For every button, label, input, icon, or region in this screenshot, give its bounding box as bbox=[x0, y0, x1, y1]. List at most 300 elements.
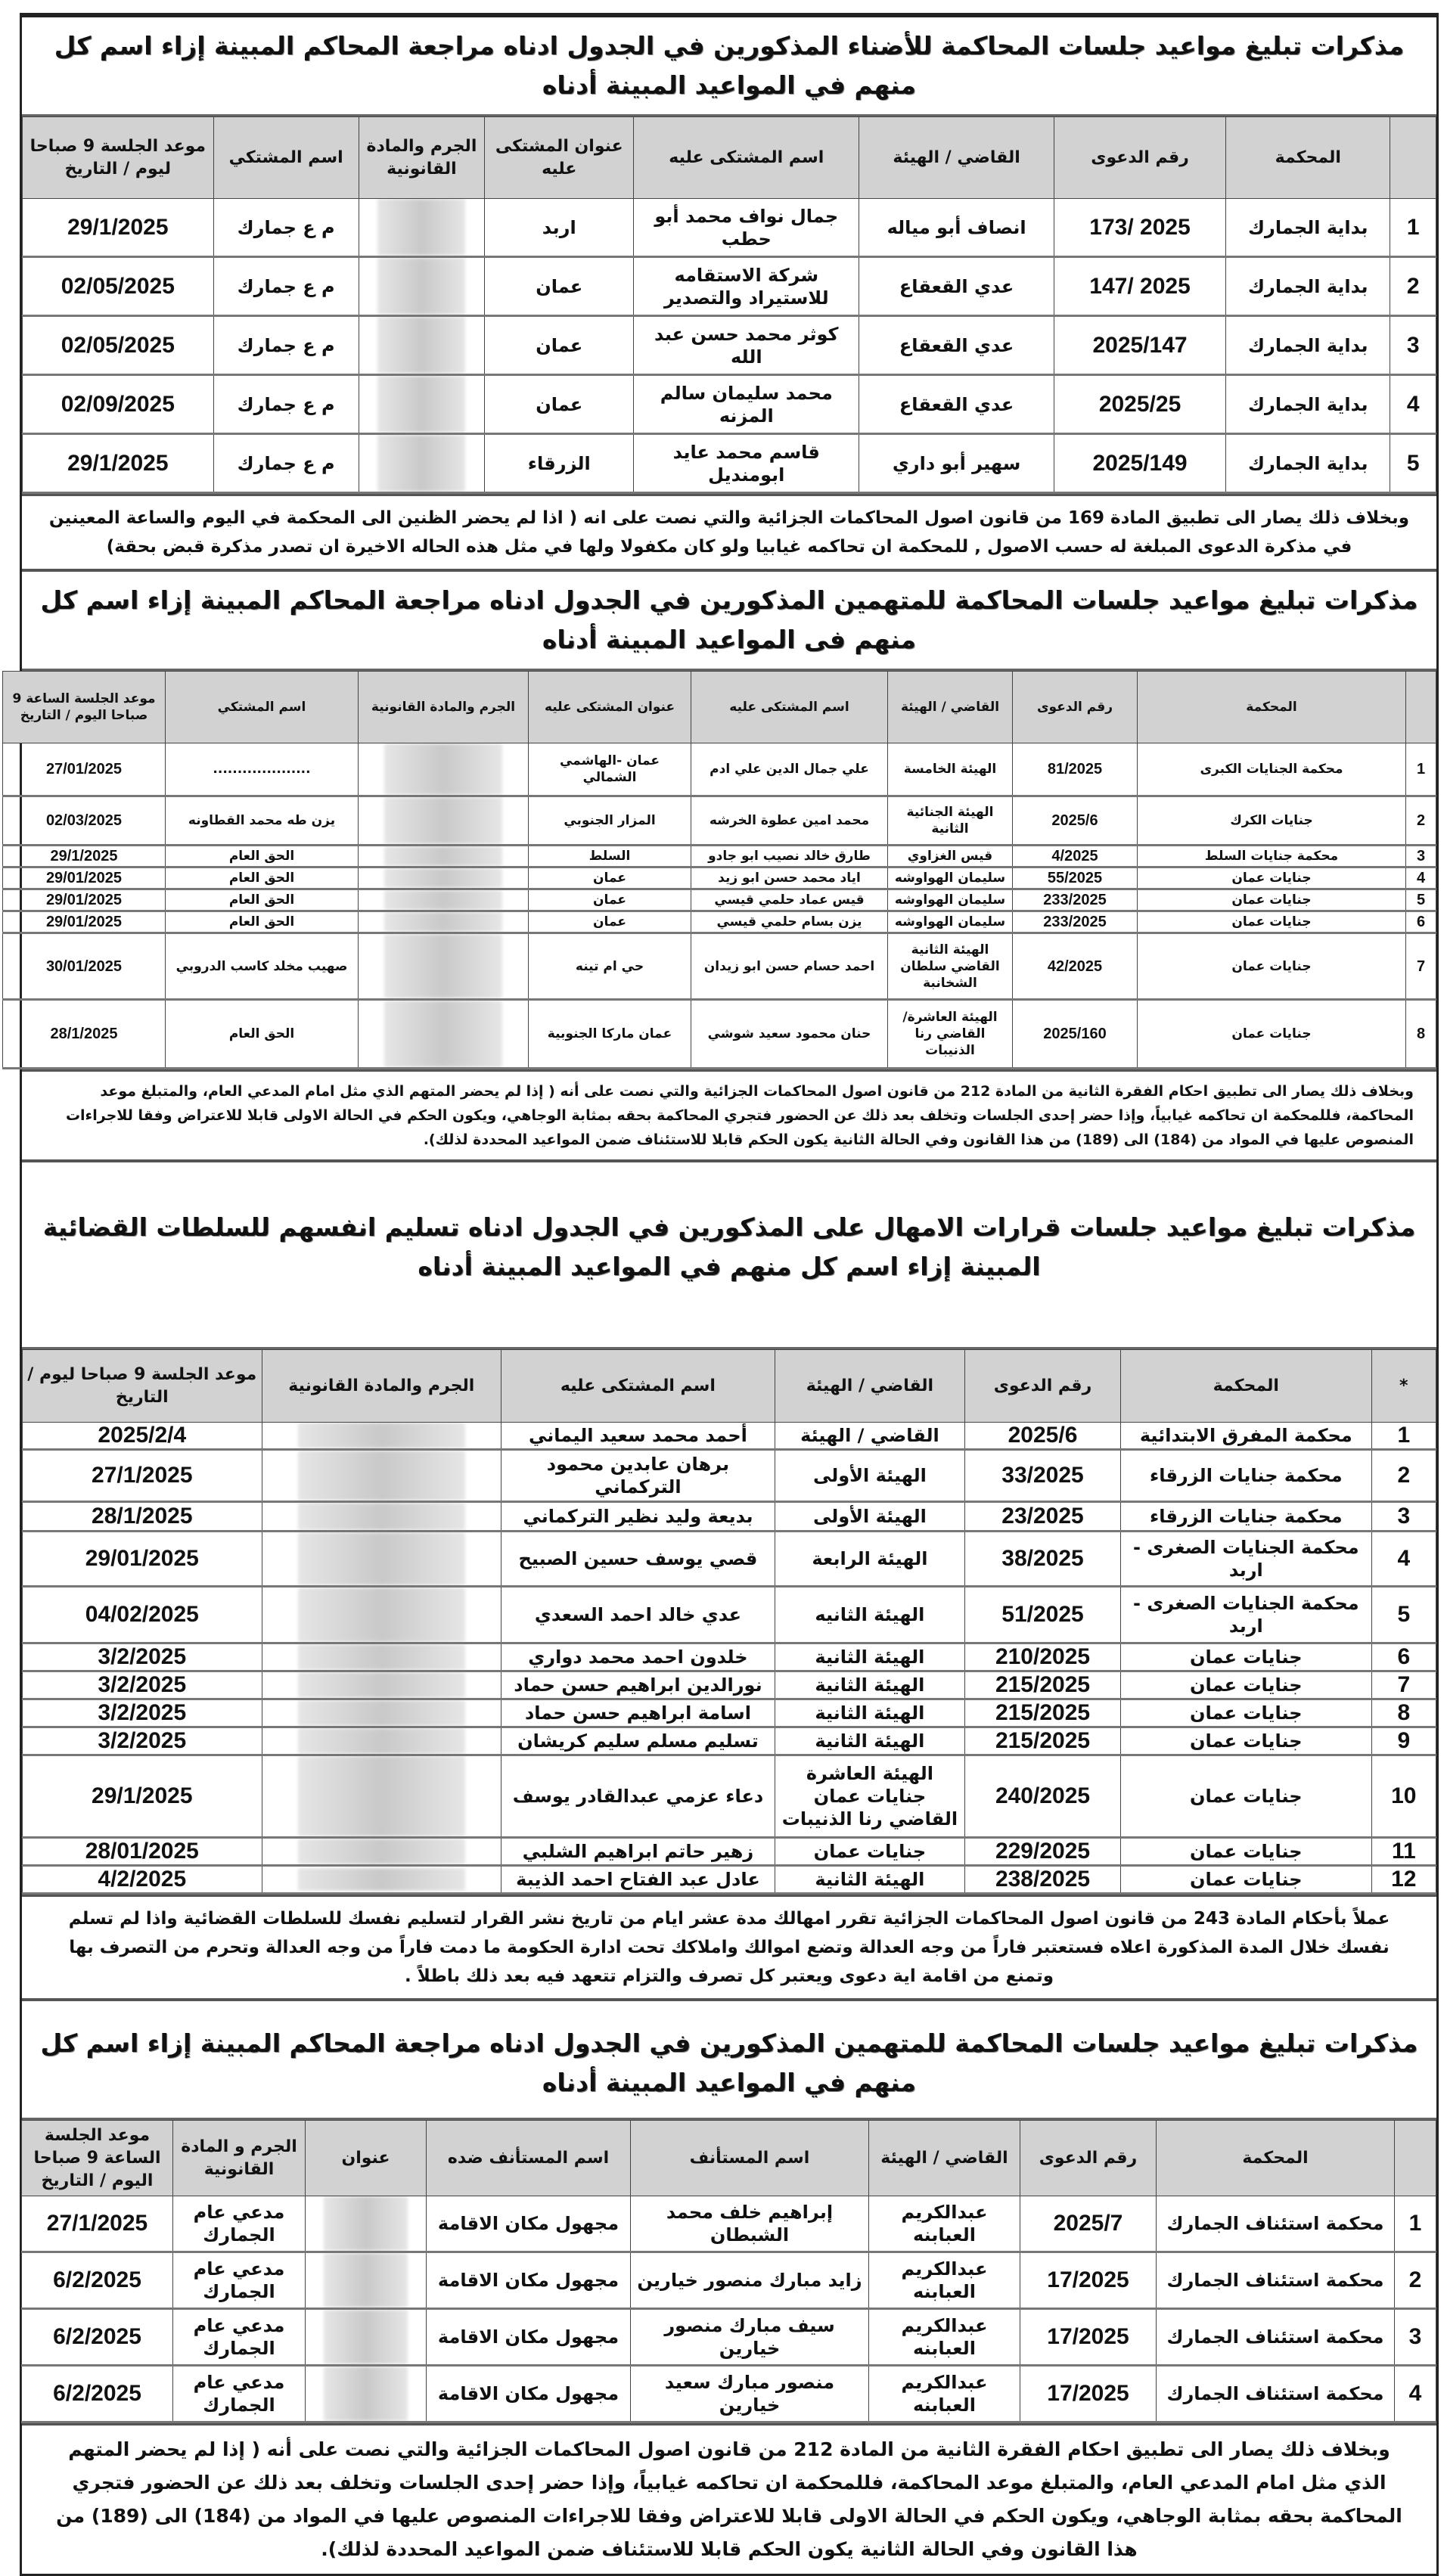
blurred-redaction bbox=[298, 1700, 465, 1726]
cell-row-number: 4 bbox=[1406, 867, 1436, 889]
cell-row-number: 2 bbox=[1371, 1450, 1436, 1502]
cell-complainant: مدعي عام الجمارك bbox=[173, 2366, 306, 2422]
cell-court: محكمة جنايات السلط bbox=[1138, 846, 1406, 867]
cell-defendant-name: محمد امين عطوة الخرشه bbox=[691, 796, 888, 846]
redacted-cell bbox=[262, 1423, 501, 1450]
cell-session-date: 29/01/2025 bbox=[3, 911, 166, 933]
cell-row-number: 5 bbox=[1390, 434, 1436, 493]
column-header: رقم الدعوى bbox=[1020, 2121, 1157, 2196]
column-header: المحكمة bbox=[1121, 1350, 1372, 1423]
blurred-redaction bbox=[298, 1839, 465, 1864]
cell-defendant-name: زايد مبارك منصور خيارين bbox=[631, 2252, 869, 2309]
cell-judge-panel: عدي القعقاع bbox=[859, 375, 1054, 434]
header-row bbox=[23, 1350, 1436, 1423]
blurred-redaction bbox=[384, 743, 503, 795]
cell-judge-panel: الهيئة الأولى bbox=[775, 1502, 964, 1532]
cell-case-number: 215/2025 bbox=[965, 1699, 1121, 1727]
cell-row-number: 7 bbox=[1371, 1671, 1436, 1699]
blurred-redaction bbox=[384, 890, 503, 910]
cell-case-number: 2025/7 bbox=[1020, 2196, 1157, 2252]
cell-address: حي ام تينه bbox=[529, 933, 691, 1000]
cell-row-number: 7 bbox=[1406, 933, 1436, 1000]
cell-session-date: 28/1/2025 bbox=[3, 1000, 166, 1069]
cell-row-number: 2 bbox=[1406, 796, 1436, 846]
column-header: الجرم والمادة القانونية bbox=[262, 1350, 501, 1423]
column-header: اسم المشتكي bbox=[213, 117, 359, 199]
cell-case-number: 33/2025 bbox=[965, 1450, 1121, 1502]
cell-case-number: 233/2025 bbox=[1013, 889, 1138, 911]
cell-court: محكمة استئناف الجمارك bbox=[1157, 2366, 1395, 2422]
column-header: الجرم والمادة القانونية bbox=[359, 672, 529, 743]
cell-court: جنايات عمان bbox=[1138, 933, 1406, 1000]
redacted-cell bbox=[306, 2309, 427, 2366]
table-row bbox=[23, 1866, 1436, 1894]
redacted-cell bbox=[359, 257, 485, 316]
table-row bbox=[3, 933, 1436, 1000]
table-row bbox=[23, 1699, 1436, 1727]
column-header bbox=[1406, 672, 1436, 743]
cell-complainant: الحق العام bbox=[166, 889, 359, 911]
cell-court: جنايات عمان bbox=[1121, 1838, 1372, 1866]
cell-charge: 3/2/2025 bbox=[23, 1699, 262, 1727]
cell-judge-panel: جنايات عمان bbox=[775, 1838, 964, 1866]
cell-case-number: 173/ 2025 bbox=[1054, 199, 1225, 257]
cell-defendant-name: طارق خالد نصيب ابو جادو bbox=[691, 846, 888, 867]
blurred-redaction bbox=[384, 868, 503, 888]
column-header: المحكمة bbox=[1138, 672, 1406, 743]
cell-address: الزرقاء bbox=[485, 434, 634, 493]
redacted-cell bbox=[262, 1643, 501, 1671]
cell-court: جنايات عمان bbox=[1121, 1755, 1372, 1838]
redacted-cell bbox=[262, 1587, 501, 1643]
redacted-cell bbox=[359, 889, 529, 911]
cell-judge-panel: الهيئة الثانيه bbox=[775, 1587, 964, 1643]
table-row bbox=[23, 1502, 1436, 1532]
cell-case-number: 2025/6 bbox=[965, 1423, 1121, 1450]
blurred-redaction bbox=[298, 1532, 465, 1585]
cell-row-number: 4 bbox=[1371, 1532, 1436, 1587]
cell-session-date: 02/05/2025 bbox=[23, 257, 214, 316]
cell-session-date: 02/05/2025 bbox=[23, 316, 214, 375]
blurred-redaction bbox=[384, 846, 503, 866]
redacted-cell bbox=[262, 1755, 501, 1838]
table-row bbox=[23, 1532, 1436, 1587]
table-row bbox=[23, 199, 1436, 257]
cell-address: عمان bbox=[485, 316, 634, 375]
cell-defendant-name: خلدون احمد محمد دواري bbox=[501, 1643, 775, 1671]
cell-court: جنايات عمان bbox=[1121, 1671, 1372, 1699]
blurred-redaction bbox=[384, 1001, 503, 1067]
cell-court: محكمة المفرق الابتدائية bbox=[1121, 1423, 1372, 1450]
redacted-cell bbox=[359, 846, 529, 867]
cell-address: عمان bbox=[485, 257, 634, 316]
cell-session-date: 27/01/2025 bbox=[3, 743, 166, 796]
cell-judge-panel: الهيئة الثانية bbox=[775, 1727, 964, 1755]
blurred-redaction bbox=[298, 1503, 465, 1530]
cell-row-number: 2 bbox=[1395, 2252, 1436, 2309]
blurred-redaction bbox=[324, 2310, 408, 2364]
column-header: المحكمة bbox=[1157, 2121, 1395, 2196]
table-row bbox=[23, 375, 1436, 434]
cell-judge-panel: عبدالكريم العبابنه bbox=[869, 2309, 1020, 2366]
redacted-cell bbox=[359, 316, 485, 375]
table-row bbox=[3, 889, 1436, 911]
cell-address: مجهول مكان الاقامة bbox=[427, 2366, 631, 2422]
cell-case-number: 2025/160 bbox=[1013, 1000, 1138, 1069]
cell-court: جنايات الكرك bbox=[1138, 796, 1406, 846]
header-row bbox=[22, 2121, 1436, 2196]
cell-complainant: الحق العام bbox=[166, 1000, 359, 1069]
cell-judge-panel: القاضي / الهيئة bbox=[775, 1423, 964, 1450]
court-notices-page bbox=[12, 13, 1439, 2576]
blurred-redaction bbox=[377, 199, 465, 256]
cell-address: عمان ماركا الجنوبية bbox=[529, 1000, 691, 1069]
blurred-redaction bbox=[384, 797, 503, 844]
table-row bbox=[3, 743, 1436, 796]
redacted-cell bbox=[262, 1502, 501, 1532]
cell-session-date: 29/01/2025 bbox=[3, 889, 166, 911]
cell-complainant: مدعي عام الجمارك bbox=[173, 2252, 306, 2309]
cell-complainant: مدعي عام الجمارك bbox=[173, 2196, 306, 2252]
redacted-cell bbox=[306, 2366, 427, 2422]
redacted-cell bbox=[306, 2252, 427, 2309]
blurred-redaction bbox=[384, 934, 503, 998]
cell-case-number: 2025/147 bbox=[1054, 316, 1225, 375]
cell-case-number: 17/2025 bbox=[1020, 2252, 1157, 2309]
column-header: عنوان bbox=[306, 2121, 427, 2196]
cell-charge: 3/2/2025 bbox=[23, 1727, 262, 1755]
table-row bbox=[23, 1423, 1436, 1450]
redacted-cell bbox=[359, 867, 529, 889]
cell-address: مجهول مكان الاقامة bbox=[427, 2252, 631, 2309]
cell-address: عمان bbox=[529, 889, 691, 911]
column-header: عنوان المشتكى عليه bbox=[529, 672, 691, 743]
cell-defendant-name: عادل عبد الفتاح احمد الذيبة bbox=[501, 1866, 775, 1894]
cell-defendant-name: قيس عماد حلمي قيسي bbox=[691, 889, 888, 911]
cell-court: بداية الجمارك bbox=[1226, 375, 1390, 434]
cell-judge-panel: الهيئة العاشرة/القاضي رنا الذنيبات bbox=[888, 1000, 1013, 1069]
cell-complainant: م ع جمارك bbox=[213, 199, 359, 257]
cell-session-date: 29/1/2025 bbox=[23, 434, 214, 493]
column-header: رقم الدعوى bbox=[965, 1350, 1121, 1423]
table-row bbox=[23, 1587, 1436, 1643]
cell-session-date: 29/01/2025 bbox=[3, 867, 166, 889]
cell-address: عمان bbox=[529, 911, 691, 933]
cell-row-number: 5 bbox=[1371, 1587, 1436, 1643]
cell-judge-panel: عبدالكريم العبابنه bbox=[869, 2366, 1020, 2422]
column-header: * bbox=[1371, 1350, 1436, 1423]
cell-row-number: 4 bbox=[1390, 375, 1436, 434]
redacted-cell bbox=[359, 375, 485, 434]
cell-judge-panel: الهيئة الثانية bbox=[775, 1699, 964, 1727]
cell-case-number: 23/2025 bbox=[965, 1502, 1121, 1532]
blurred-redaction bbox=[298, 1451, 465, 1501]
redacted-cell bbox=[359, 933, 529, 1000]
blurred-redaction bbox=[298, 1423, 465, 1448]
cell-judge-panel: عدي القعقاع bbox=[859, 257, 1054, 316]
column-header: المحكمة bbox=[1226, 117, 1390, 199]
cell-defendant-name: دعاء عزمي عبدالقادر يوسف bbox=[501, 1755, 775, 1838]
notices-table bbox=[22, 116, 1436, 494]
cell-defendant-name: اياد محمد حسن ابو زيد bbox=[691, 867, 888, 889]
cell-defendant-name: بديعة وليد نظير التركماني bbox=[501, 1502, 775, 1532]
blurred-redaction bbox=[324, 2367, 408, 2421]
cell-charge: 27/1/2025 bbox=[23, 1450, 262, 1502]
cell-defendant-name: تسليم مسلم سليم كريشان bbox=[501, 1727, 775, 1755]
column-header bbox=[1395, 2121, 1436, 2196]
column-header: الجرم والمادة القانونية bbox=[359, 117, 485, 199]
cell-row-number: 2 bbox=[1390, 257, 1436, 316]
cell-row-number: 9 bbox=[1371, 1727, 1436, 1755]
table-row bbox=[23, 434, 1436, 493]
section-title: مذكرات تبليغ مواعيد جلسات المحاكمة للمتهمين المذكورين في الجدول ادناه مراجعة المحاكم المبينة إزاء اسم كل منهم فى المواعيد المبينة أدناه bbox=[22, 572, 1436, 671]
cell-judge-panel: الهيئة الثانية bbox=[775, 1671, 964, 1699]
cell-defendant-name: سيف مبارك منصور خيارين bbox=[631, 2309, 869, 2366]
blurred-redaction bbox=[298, 1868, 465, 1891]
cell-charge: 28/01/2025 bbox=[23, 1838, 262, 1866]
cell-judge-panel: الهيئة الثانية القاضي سلطان الشخانبة bbox=[888, 933, 1013, 1000]
header-row bbox=[3, 672, 1436, 743]
cell-court: جنايات عمان bbox=[1121, 1727, 1372, 1755]
section-defendants-customs bbox=[22, 17, 1436, 572]
cell-charge: 04/02/2025 bbox=[23, 1587, 262, 1643]
cell-session-date: 30/01/2025 bbox=[3, 933, 166, 1000]
cell-row-number: 10 bbox=[1371, 1755, 1436, 1838]
cell-address: عمان bbox=[529, 867, 691, 889]
redacted-cell bbox=[262, 1699, 501, 1727]
cell-defendant-name: اسامة ابراهيم حسن حماد bbox=[501, 1699, 775, 1727]
cell-row-number: 8 bbox=[1371, 1699, 1436, 1727]
cell-judge-panel: قيس الغزاوي bbox=[888, 846, 1013, 867]
cell-defendant-name: علي جمال الدين علي ادم bbox=[691, 743, 888, 796]
redacted-cell bbox=[359, 911, 529, 933]
cell-defendant-name: قاسم محمد عايد ابومنديل bbox=[634, 434, 859, 493]
cell-row-number: 5 bbox=[1406, 889, 1436, 911]
blurred-redaction bbox=[377, 376, 465, 433]
column-header: موعد الجلسة 9 صباحا ليوم / التاريخ bbox=[23, 1350, 262, 1423]
redacted-cell bbox=[262, 1671, 501, 1699]
blurred-redaction bbox=[377, 317, 465, 374]
column-header: موعد الجلسة الساعة 9 صباحا اليوم / التاريخ bbox=[22, 2121, 173, 2196]
cell-case-number: 210/2025 bbox=[965, 1643, 1121, 1671]
cell-charge: 3/2/2025 bbox=[23, 1671, 262, 1699]
cell-court: محكمة استئناف الجمارك bbox=[1157, 2196, 1395, 2252]
cell-row-number: 3 bbox=[1406, 846, 1436, 867]
column-header: رقم الدعوى bbox=[1013, 672, 1138, 743]
cell-judge-panel: الهيئة الأولى bbox=[775, 1450, 964, 1502]
cell-judge-panel: الهيئة الثانية bbox=[775, 1643, 964, 1671]
column-header: الجرم و المادة القانونية bbox=[173, 2121, 306, 2196]
column-header: القاضي / الهيئة bbox=[775, 1350, 964, 1423]
cell-session-date: 29/1/2025 bbox=[3, 846, 166, 867]
column-header: عنوان المشتكى عليه bbox=[485, 117, 634, 199]
cell-court: جنايات عمان bbox=[1138, 889, 1406, 911]
table-row bbox=[23, 257, 1436, 316]
table-row bbox=[3, 911, 1436, 933]
cell-complainant: الحق العام bbox=[166, 911, 359, 933]
cell-address: مجهول مكان الاقامة bbox=[427, 2196, 631, 2252]
legal-note: وبخلاف ذلك يصار الى تطبيق المادة 169 من قانون اصول المحاكمات الجزائية والتي نصت على انه ( اذا لم يحضر الظنين الى المحكمة في اليوم والساعة المعينين في مذكرة الدعوى المبلغة له حسب الاصول , للمحكمة ان تحاكمه غيابيا ولو كان مكفولا ولها في مثل هذه الحاله الاخيرة ان تصدر مذكرة قبض بحقة) bbox=[22, 494, 1436, 569]
cell-complainant: م ع جمارك bbox=[213, 257, 359, 316]
table-row bbox=[23, 1727, 1436, 1755]
cell-defendant-name: برهان عابدين محمود التركماني bbox=[501, 1450, 775, 1502]
cell-court: جنايات عمان bbox=[1138, 911, 1406, 933]
cell-complainant: .................... bbox=[166, 743, 359, 796]
cell-defendant-name: أحمد محمد سعيد اليماني bbox=[501, 1423, 775, 1450]
redacted-cell bbox=[359, 796, 529, 846]
cell-row-number: 6 bbox=[1371, 1643, 1436, 1671]
cell-defendant-name: جمال نواف محمد أبو حطب bbox=[634, 199, 859, 257]
table-row bbox=[22, 2309, 1436, 2366]
cell-judge-panel: الهيئة العاشرة جنايات عمان القاضي رنا الذنيبات bbox=[775, 1755, 964, 1838]
cell-address: المزار الجنوبي bbox=[529, 796, 691, 846]
cell-court: جنايات عمان bbox=[1138, 1000, 1406, 1069]
notices-table bbox=[21, 2120, 1436, 2423]
cell-judge-panel: عبدالكريم العبابنه bbox=[869, 2252, 1020, 2309]
cell-row-number: 4 bbox=[1395, 2366, 1436, 2422]
section-customs-appeal bbox=[22, 2001, 1436, 2574]
notices-table bbox=[22, 1349, 1436, 1895]
redacted-cell bbox=[359, 743, 529, 796]
column-header: اسم المشتكي bbox=[166, 672, 359, 743]
cell-session-date: 27/1/2025 bbox=[22, 2196, 173, 2252]
cell-court: بداية الجمارك bbox=[1226, 257, 1390, 316]
table-row bbox=[22, 2366, 1436, 2422]
cell-court: محكمة جنايات الزرقاء bbox=[1121, 1502, 1372, 1532]
cell-judge-panel: عبدالكريم العبابنه bbox=[869, 2196, 1020, 2252]
cell-case-number: 2025/6 bbox=[1013, 796, 1138, 846]
cell-judge-panel: الهيئة الجنائية الثانية bbox=[888, 796, 1013, 846]
redacted-cell bbox=[262, 1450, 501, 1502]
cell-case-number: 17/2025 bbox=[1020, 2309, 1157, 2366]
cell-case-number: 147/ 2025 bbox=[1054, 257, 1225, 316]
cell-judge-panel: انصاف أبو مياله bbox=[859, 199, 1054, 257]
cell-case-number: 229/2025 bbox=[965, 1838, 1121, 1866]
redacted-cell bbox=[262, 1838, 501, 1866]
column-header: موعد الجلسة الساعة 9 صباحا اليوم / التاريخ bbox=[3, 672, 166, 743]
cell-complainant: الحق العام bbox=[166, 846, 359, 867]
cell-case-number: 55/2025 bbox=[1013, 867, 1138, 889]
cell-case-number: 4/2025 bbox=[1013, 846, 1138, 867]
cell-complainant: الحق العام bbox=[166, 867, 359, 889]
section-title: مذكرات تبليغ مواعيد جلسات المحاكمة للمتهمين المذكورين في الجدول ادناه مراجعة المحاكم المبينة إزاء اسم كل منهم في المواعيد المبينة أدناه bbox=[22, 2001, 1436, 2120]
column-header: اسم المستأنف bbox=[631, 2121, 869, 2196]
cell-judge-panel: سهير أبو داري bbox=[859, 434, 1054, 493]
redacted-cell bbox=[359, 434, 485, 493]
cell-case-number: 81/2025 bbox=[1013, 743, 1138, 796]
cell-row-number: 8 bbox=[1406, 1000, 1436, 1069]
cell-court: جنايات عمان bbox=[1121, 1866, 1372, 1894]
cell-defendant-name: قصي يوسف حسين الصبيح bbox=[501, 1532, 775, 1587]
redacted-cell bbox=[306, 2196, 427, 2252]
column-header: موعد الجلسة 9 صباحا ليوم / التاريخ bbox=[23, 117, 214, 199]
cell-defendant-name: نورالدين ابراهيم حسن حماد bbox=[501, 1671, 775, 1699]
table-row bbox=[22, 2252, 1436, 2309]
cell-case-number: 17/2025 bbox=[1020, 2366, 1157, 2422]
cell-court: جنايات عمان bbox=[1138, 867, 1406, 889]
legal-note: وبخلاف ذلك يصار الى تطبيق احكام الفقرة الثانية من المادة 212 من قانون اصول المحاكمات الجزائية والتي نصت على أنه ( إذا لم يحضر المتهم الذي مثل امام المدعي العام، والمتبلغ موعد المحاكمة، فللمحكمة ان تحاكمه غيابياً، وإذا حضر إحدى الجلسات وتخلف بعد ذلك عن الحضور فتجري المحاكمة بحقه بمثابة الوجاهي، ويكون الحكم في الحالة الاولى قابلا للاعتراض وفقا للاجراءات المنصوص عليها في المواد من (184) الى (189) من هذا القانون وفي الحالة الثانية يكون الحكم قابلا للاستئناف ضمن المواعيد المحددة لذلك). bbox=[22, 1069, 1436, 1159]
cell-row-number: 3 bbox=[1390, 316, 1436, 375]
cell-judge-panel: سليمان الهواوشه bbox=[888, 911, 1013, 933]
column-header: القاضي / الهيئة bbox=[859, 117, 1054, 199]
blurred-redaction bbox=[377, 435, 465, 492]
cell-session-date: 6/2/2025 bbox=[22, 2309, 173, 2366]
column-header: اسم المستأنف ضده bbox=[427, 2121, 631, 2196]
cell-session-date: 02/03/2025 bbox=[3, 796, 166, 846]
table-row bbox=[3, 846, 1436, 867]
cell-case-number: 238/2025 bbox=[965, 1866, 1121, 1894]
cell-case-number: 215/2025 bbox=[965, 1671, 1121, 1699]
notices-table bbox=[2, 671, 1436, 1069]
cell-complainant: م ع جمارك bbox=[213, 434, 359, 493]
cell-case-number: 42/2025 bbox=[1013, 933, 1138, 1000]
section-title: مذكرات تبليغ مواعيد جلسات قرارات الامهال على المذكورين في الجدول ادناه تسليم انفسهم للسلطات القضائية المبينة إزاء اسم كل منهم في المواعيد المبينة أدناه bbox=[22, 1162, 1436, 1349]
cell-session-date: 6/2/2025 bbox=[22, 2366, 173, 2422]
cell-row-number: 1 bbox=[1395, 2196, 1436, 2252]
cell-complainant: مدعي عام الجمارك bbox=[173, 2309, 306, 2366]
legal-note: وبخلاف ذلك يصار الى تطبيق احكام الفقرة الثانية من المادة 212 من قانون اصول المحاكمات الجزائية والتي نصت على أنه ( إذا لم يحضر المتهم الذي مثل امام المدعي العام، والمتبلغ موعد المحاكمة، فللمحكمة ان تحاكمه غيابياً، وإذا حضر إحدى الجلسات وتخلف بعد ذلك عن الحضور فتجري المحاكمة بحقه بمثابة الوجاهي، ويكون الحكم في الحالة الاولى قابلا للاعتراض وفقا للاجراءات المنصوص عليها في المواد من (184) الى (189) من هذا القانون وفي الحالة الثانية يكون الحكم قابلا للاستئناف ضمن المواعيد المحددة لذلك). bbox=[22, 2423, 1436, 2574]
cell-defendant-name: احمد حسام حسن ابو زيدان bbox=[691, 933, 888, 1000]
blurred-redaction bbox=[298, 1644, 465, 1670]
cell-row-number: 3 bbox=[1371, 1502, 1436, 1532]
cell-defendant-name: إبراهيم خلف محمد الشبطان bbox=[631, 2196, 869, 2252]
section-title: مذكرات تبليغ مواعيد جلسات المحاكمة للأضناء المذكورين في الجدول ادناه مراجعة المحاكم المبينة إزاء اسم كل منهم في المواعيد المبينة أدناه bbox=[22, 17, 1436, 116]
section-surrender-deadline bbox=[22, 1162, 1436, 2001]
table-row bbox=[23, 1838, 1436, 1866]
blurred-redaction bbox=[324, 2196, 408, 2251]
cell-judge-panel: الهيئة الرابعة bbox=[775, 1532, 964, 1587]
cell-defendant-name: محمد سليمان سالم المزنه bbox=[634, 375, 859, 434]
cell-row-number: 6 bbox=[1406, 911, 1436, 933]
column-header: القاضي / الهيئة bbox=[888, 672, 1013, 743]
redacted-cell bbox=[359, 199, 485, 257]
cell-row-number: 11 bbox=[1371, 1838, 1436, 1866]
cell-judge-panel: الهيئة الخامسة bbox=[888, 743, 1013, 796]
cell-judge-panel: الهيئة الثانية bbox=[775, 1866, 964, 1894]
column-header bbox=[1390, 117, 1436, 199]
table-row bbox=[3, 796, 1436, 846]
cell-judge-panel: عدي القعقاع bbox=[859, 316, 1054, 375]
cell-row-number: 1 bbox=[1371, 1423, 1436, 1450]
cell-address: عمان bbox=[485, 375, 634, 434]
cell-court: محكمة استئناف الجمارك bbox=[1157, 2252, 1395, 2309]
cell-defendant-name: منصور مبارك سعيد خيارين bbox=[631, 2366, 869, 2422]
cell-address: السلط bbox=[529, 846, 691, 867]
cell-court: جنايات عمان bbox=[1121, 1699, 1372, 1727]
cell-charge: 3/2/2025 bbox=[23, 1643, 262, 1671]
cell-row-number: 1 bbox=[1390, 199, 1436, 257]
cell-charge: 29/1/2025 bbox=[23, 1755, 262, 1838]
cell-address: عمان -الهاشمي الشمالي bbox=[529, 743, 691, 796]
cell-judge-panel: سليمان الهواوشه bbox=[888, 889, 1013, 911]
cell-case-number: 38/2025 bbox=[965, 1532, 1121, 1587]
redacted-cell bbox=[359, 1000, 529, 1069]
cell-case-number: 233/2025 bbox=[1013, 911, 1138, 933]
table-row bbox=[23, 1450, 1436, 1502]
cell-defendant-name: شركة الاستقامه للاستيراد والتصدير bbox=[634, 257, 859, 316]
blurred-redaction bbox=[384, 912, 503, 932]
cell-case-number: 51/2025 bbox=[965, 1587, 1121, 1643]
redacted-cell bbox=[262, 1727, 501, 1755]
cell-case-number: 240/2025 bbox=[965, 1755, 1121, 1838]
cell-complainant: صهيب مخلد كاسب الدروبي bbox=[166, 933, 359, 1000]
cell-court: محكمة استئناف الجمارك bbox=[1157, 2309, 1395, 2366]
cell-defendant-name: زهير حاتم ابراهيم الشلبي bbox=[501, 1838, 775, 1866]
cell-complainant: م ع جمارك bbox=[213, 375, 359, 434]
cell-court: بداية الجمارك bbox=[1226, 434, 1390, 493]
cell-session-date: 29/1/2025 bbox=[23, 199, 214, 257]
table-row bbox=[23, 1643, 1436, 1671]
